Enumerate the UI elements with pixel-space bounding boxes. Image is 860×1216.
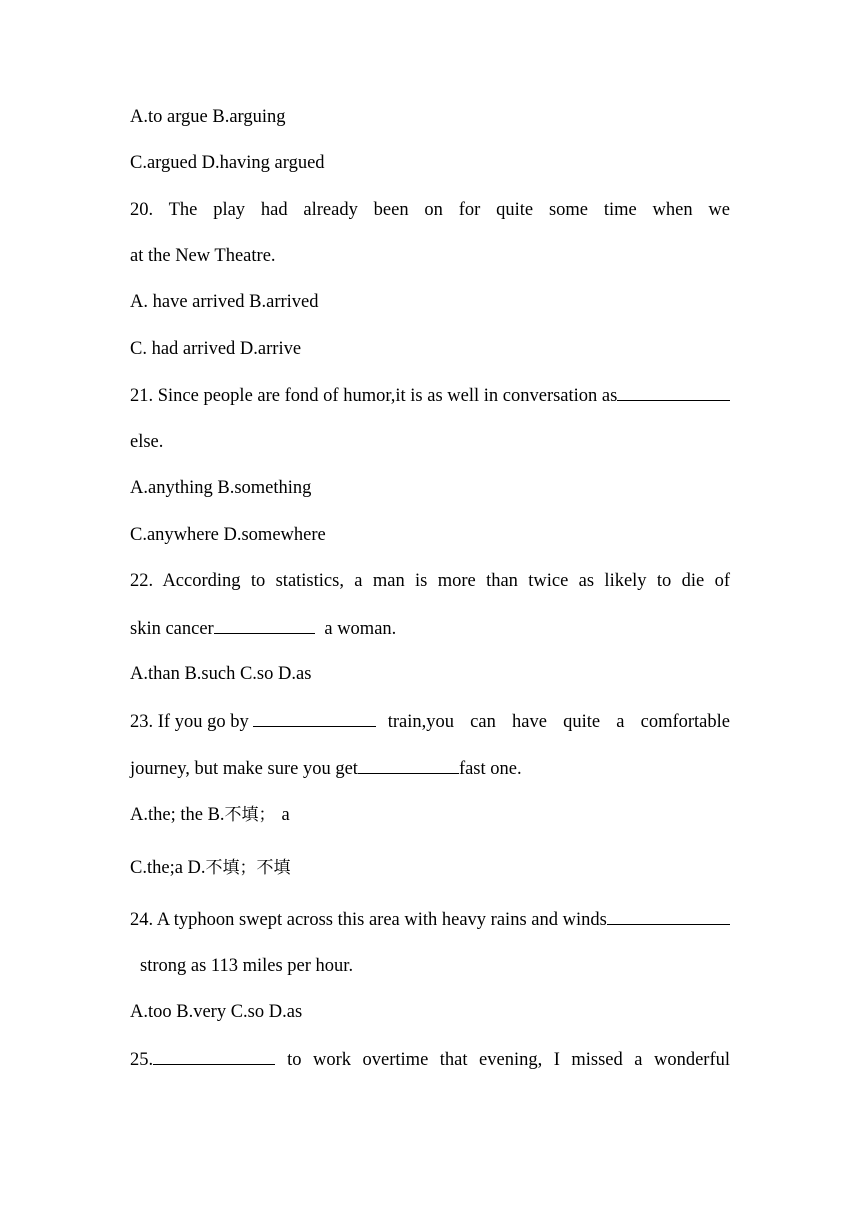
q23-options-cd [130, 856, 730, 880]
q25-blank [153, 1047, 275, 1065]
q23-blank-2 [358, 756, 459, 774]
q23-stem-text: 23. If you go by [130, 712, 249, 732]
q22-stem-text: skin cancer [130, 619, 214, 639]
q22-blank [214, 616, 315, 634]
q23-option-d-cjk: 不填；不填 [205, 858, 291, 878]
q23-stem-line1 [130, 709, 730, 734]
q20-options-cd: C. had arrived D.arrive [130, 339, 302, 359]
q20-stem-line1: 20. The play had already been on for quite some time when we [130, 200, 730, 220]
q24-options: A.too B.very C.so D.as [130, 1002, 303, 1022]
q21-options-ab: A.anything B.something [130, 478, 312, 498]
q21-stem-line1 [130, 383, 730, 408]
q23-stem-tail2: fast one. [458, 759, 522, 779]
q23-option-a: A.the; the B. [130, 805, 225, 825]
q23-option-b-cjk: 不填； [224, 805, 276, 825]
q23-blank-1 [253, 709, 376, 727]
q21-blank [617, 383, 730, 401]
q24-stem-line2: strong as 113 miles per hour. [140, 956, 354, 976]
q23-option-c: C.the;a D. [130, 858, 206, 878]
q23-stem-tail: train,you can have quite a comfortable [387, 712, 730, 732]
q21-stem-text: 21. Since people are fond of humor,it is as well in conversation as [130, 386, 618, 406]
q24-stem-line1 [130, 907, 730, 932]
q25-number: 25. [130, 1050, 154, 1070]
q21-options-cd: C.anywhere D.somewhere [130, 525, 326, 545]
q19-options-cd: C.argued D.having argued [130, 153, 325, 173]
q22-stem-line1: 22. According to statistics, a man is more than twice as likely to die of [130, 571, 730, 591]
q19-options-ab: A.to argue B.arguing [130, 107, 286, 127]
q24-blank [607, 907, 730, 925]
q20-stem-line2: at the New Theatre. [130, 246, 276, 266]
q23-stem-line2 [130, 756, 730, 781]
q24-stem-text: 24. A typhoon swept across this area with heavy rains and winds [130, 910, 607, 930]
q23-stem-text2: journey, but make sure you get [130, 759, 358, 779]
q22-stem-line2 [130, 616, 730, 641]
q25-stem-text: to work overtime that evening, I missed a wonderful [287, 1050, 730, 1070]
q21-stem-line2: else. [130, 432, 164, 452]
q25-stem-line1 [130, 1047, 730, 1072]
q20-options-ab: A. have arrived B.arrived [130, 292, 319, 312]
q23-options-ab [130, 803, 730, 827]
q23-option-b-article: a [281, 805, 290, 825]
q22-options: A.than B.such C.so D.as [130, 664, 312, 684]
q22-stem-tail: a woman. [319, 619, 397, 639]
